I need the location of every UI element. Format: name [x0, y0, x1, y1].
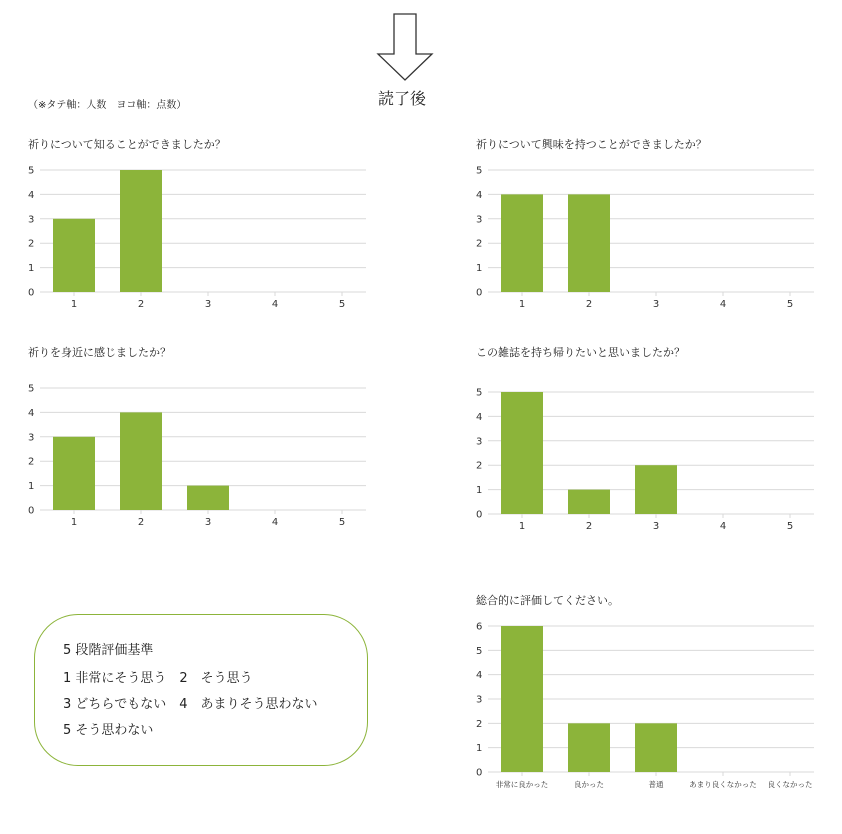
- chart-1-title: 祈りについて知ることができましたか？: [28, 138, 226, 151]
- chart-3-title: 祈りを身近に感じましたか？: [28, 346, 171, 359]
- y-tick-label: 5: [476, 645, 483, 657]
- y-tick-label: 0: [28, 505, 35, 517]
- bar: [53, 437, 95, 510]
- legend-title: 5 段階評価基準: [63, 643, 154, 658]
- y-tick-label: 0: [476, 509, 483, 521]
- bar: [187, 486, 229, 510]
- y-tick-label: 1: [28, 263, 35, 275]
- bar: [501, 392, 543, 514]
- bar: [568, 723, 610, 772]
- chart-3: [20, 378, 380, 530]
- chart-4-title: この雑誌を持ち帰りたいと思いましたか？: [476, 346, 685, 359]
- x-tick-label: 2: [585, 299, 593, 310]
- x-tick-label: 1: [70, 299, 78, 310]
- down-arrow-icon: [374, 12, 438, 84]
- y-tick-label: 1: [476, 263, 483, 275]
- y-tick-label: 0: [476, 287, 483, 299]
- y-tick-label: 3: [476, 436, 483, 448]
- x-tick-label: 1: [70, 517, 78, 528]
- y-tick-label: 1: [476, 485, 483, 497]
- y-tick-label: 4: [476, 189, 483, 201]
- x-tick-label: あまり良くなかった: [689, 780, 757, 789]
- y-tick-label: 4: [476, 670, 483, 682]
- y-tick-label: 2: [28, 238, 35, 250]
- x-tick-label: 3: [204, 517, 212, 528]
- y-tick-label: 3: [476, 214, 483, 226]
- x-tick-label: 5: [786, 521, 794, 532]
- y-tick-label: 6: [476, 621, 483, 633]
- x-tick-label: 普通: [648, 780, 664, 789]
- x-tick-label: 5: [338, 517, 346, 528]
- chart-4: [468, 380, 828, 532]
- x-tick-label: 5: [786, 299, 794, 310]
- x-tick-label: 良かった: [574, 780, 604, 789]
- x-tick-label: 4: [719, 521, 727, 532]
- bar: [120, 170, 162, 292]
- x-tick-label: 3: [652, 521, 660, 532]
- x-tick-label: 5: [338, 299, 346, 310]
- x-tick-label: 4: [271, 517, 279, 528]
- x-tick-label: 4: [271, 299, 279, 310]
- bar: [568, 490, 610, 514]
- bar: [635, 465, 677, 514]
- legend-line-2: 3 どちらでもない 4 あまりそう思わない: [63, 697, 318, 712]
- x-tick-label: 2: [137, 517, 145, 528]
- chart-5: [468, 616, 828, 794]
- y-tick-label: 5: [476, 387, 483, 399]
- y-tick-label: 2: [476, 718, 483, 730]
- x-tick-label: 良くなかった: [767, 780, 813, 789]
- y-tick-label: 1: [476, 743, 483, 755]
- rating-legend: [34, 614, 368, 766]
- x-tick-label: 2: [137, 299, 145, 310]
- x-tick-label: 非常に良かった: [495, 780, 549, 789]
- x-tick-label: 1: [518, 521, 526, 532]
- bar: [501, 626, 543, 772]
- y-tick-label: 0: [476, 767, 483, 779]
- chart-1: [20, 158, 380, 310]
- y-tick-label: 1: [28, 481, 35, 493]
- chart-2: [468, 158, 828, 310]
- y-tick-label: 2: [28, 456, 35, 468]
- x-tick-label: 3: [204, 299, 212, 310]
- y-tick-label: 4: [476, 411, 483, 423]
- y-tick-label: 5: [28, 383, 35, 395]
- y-tick-label: 4: [28, 407, 35, 419]
- bar: [53, 219, 95, 292]
- y-tick-label: 2: [476, 238, 483, 250]
- x-tick-label: 2: [585, 521, 593, 532]
- legend-line-1: 1 非常にそう思う 2 そう思う: [63, 671, 253, 686]
- bar: [635, 723, 677, 772]
- y-tick-label: 3: [28, 432, 35, 444]
- x-tick-label: 3: [652, 299, 660, 310]
- chart-2-title: 祈りについて興味を持つことができましたか？: [476, 138, 707, 151]
- axis-note: （※タテ軸：人数 ヨコ軸：点数）: [28, 100, 187, 111]
- y-tick-label: 5: [476, 165, 483, 177]
- y-tick-label: 5: [28, 165, 35, 177]
- legend-line-3: 5 そう思わない: [63, 723, 154, 738]
- y-tick-label: 3: [476, 694, 483, 706]
- bar: [568, 194, 610, 292]
- bar: [501, 194, 543, 292]
- x-tick-label: 1: [518, 299, 526, 310]
- after-reading-label: 読了後: [378, 89, 427, 108]
- bar: [120, 412, 162, 510]
- y-tick-label: 0: [28, 287, 35, 299]
- y-tick-label: 4: [28, 189, 35, 201]
- chart-5-title: 総合的に評価してください。: [476, 594, 619, 607]
- x-tick-label: 4: [719, 299, 727, 310]
- y-tick-label: 3: [28, 214, 35, 226]
- y-tick-label: 2: [476, 460, 483, 472]
